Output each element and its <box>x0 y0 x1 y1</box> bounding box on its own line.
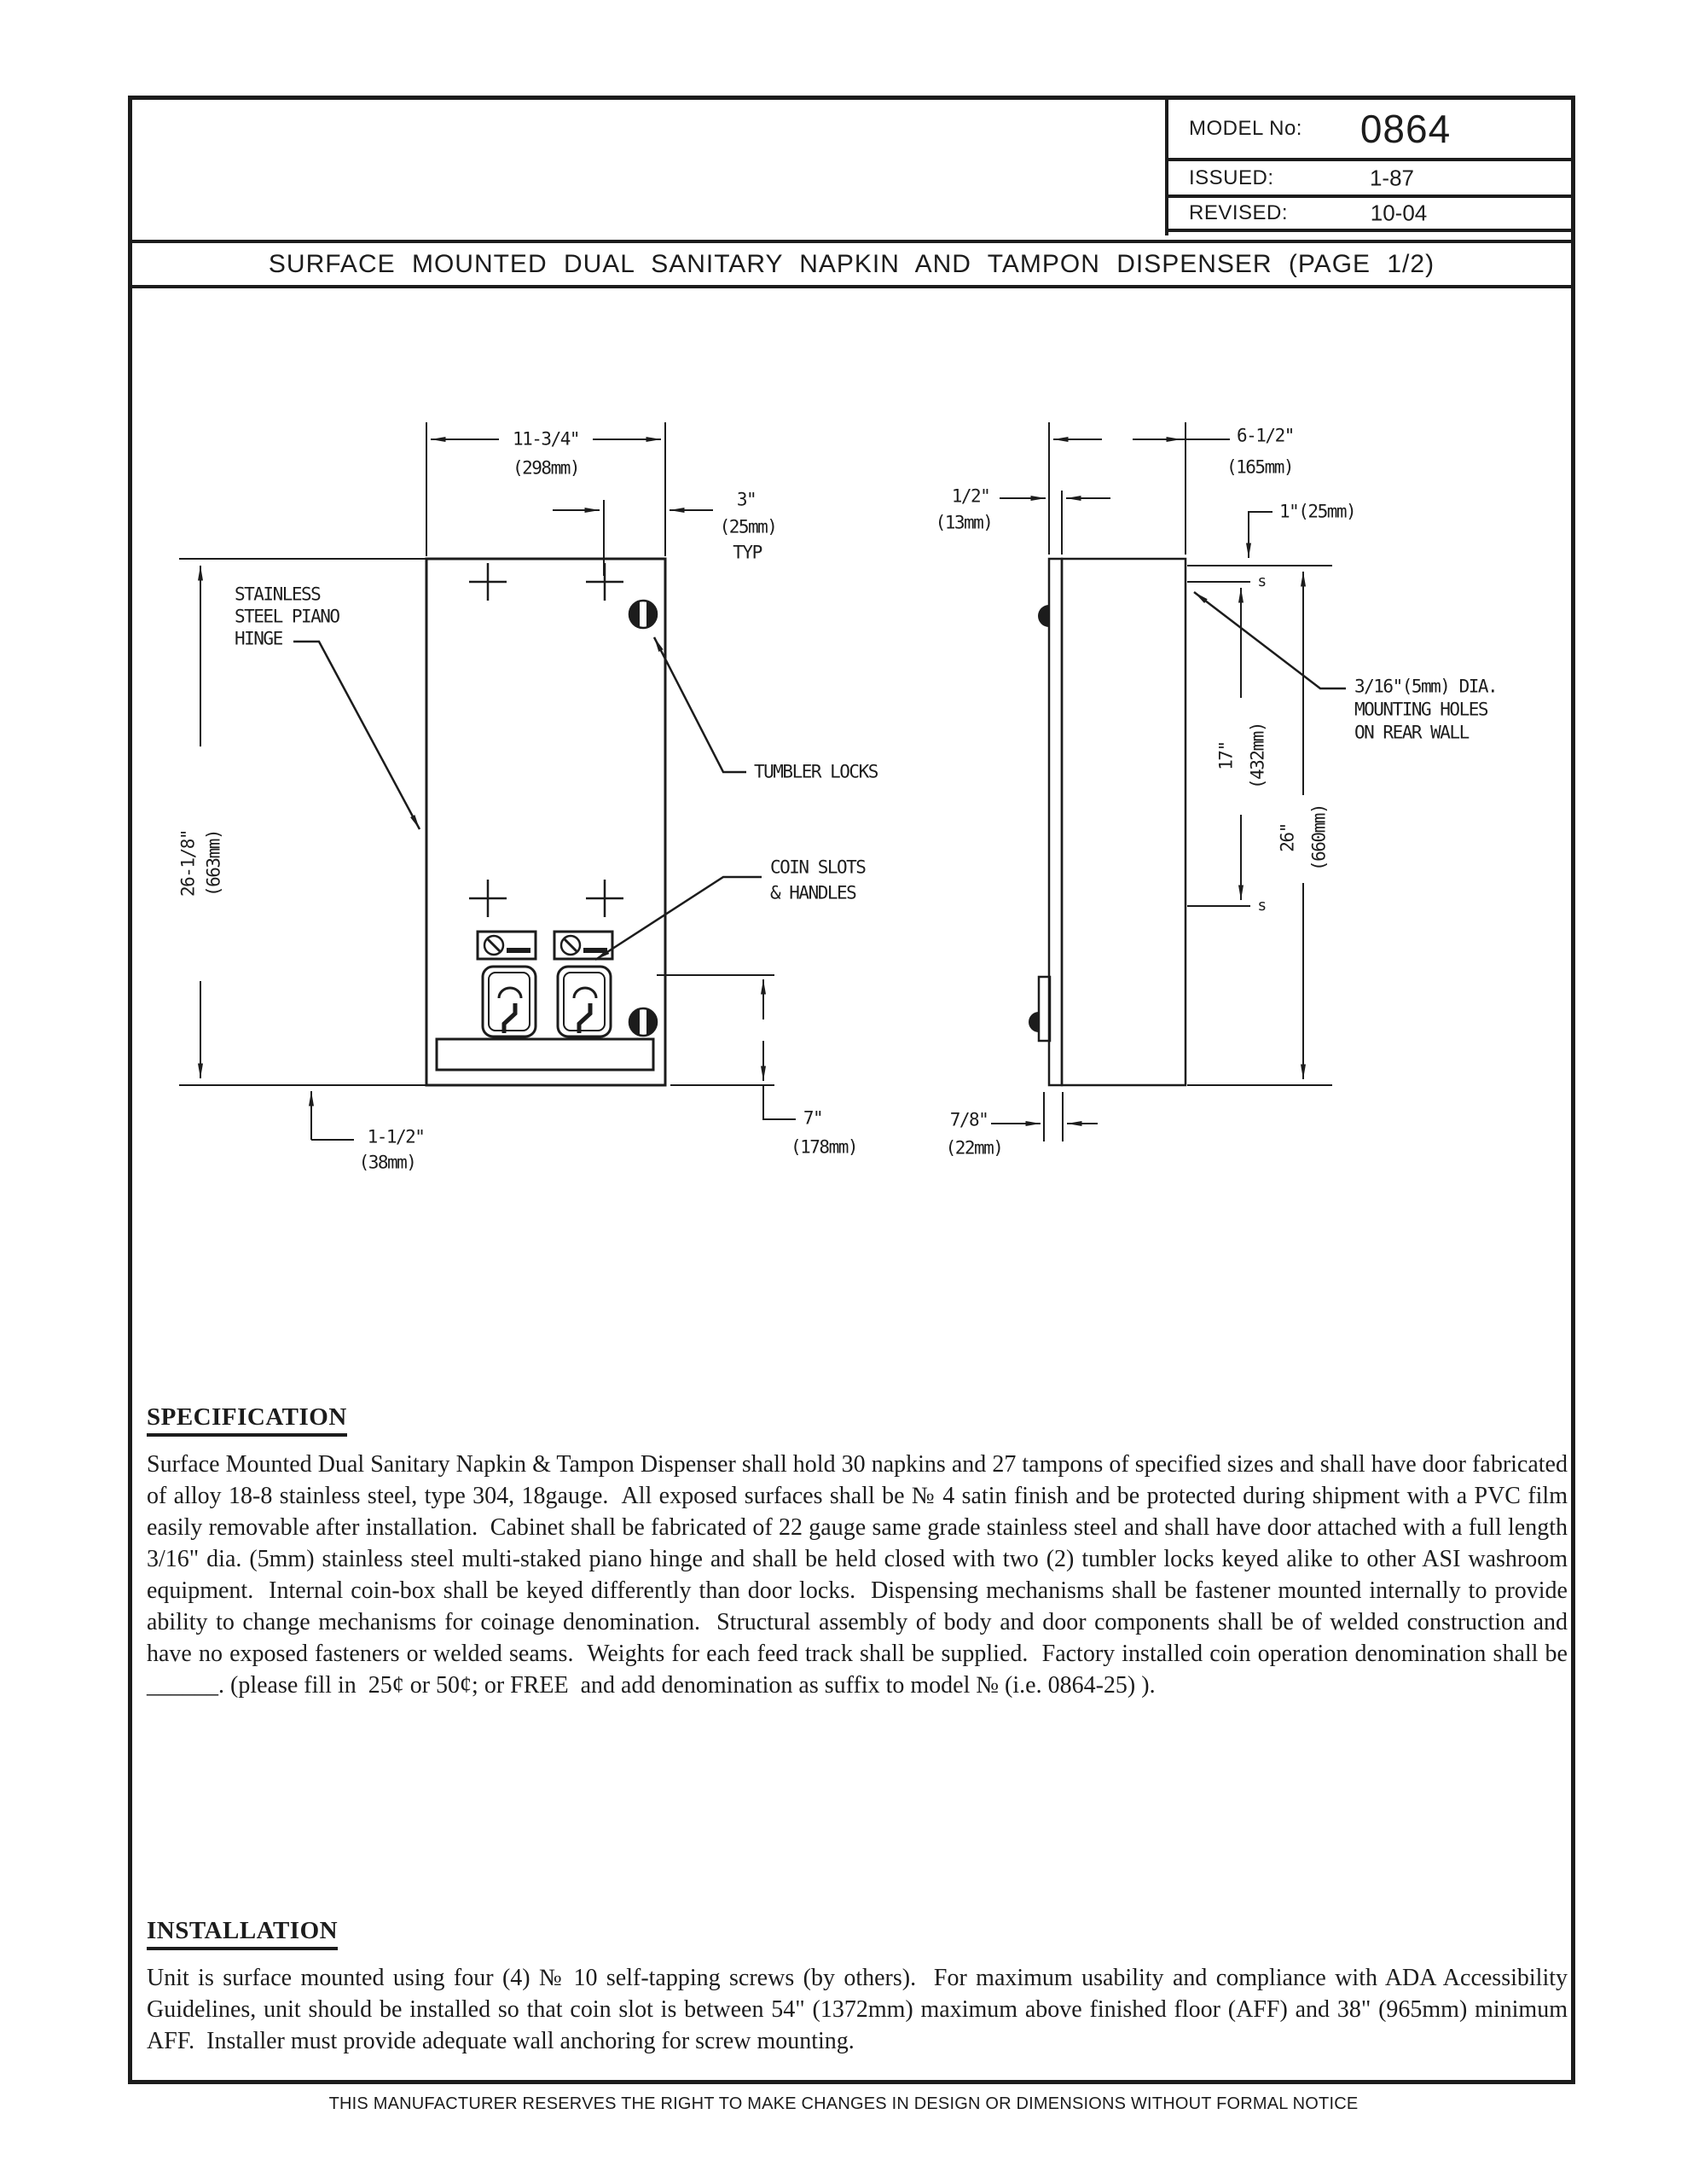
break-mark-bottom: s <box>1257 897 1266 915</box>
dim-side-depth-mm: (165mm) <box>1226 456 1294 478</box>
revised-value: 10-04 <box>1370 200 1428 226</box>
specification-heading: SPECIFICATION <box>147 1403 347 1437</box>
model-no-value: 0864 <box>1359 107 1452 151</box>
dim-side-top-offset: 1"(25mm) <box>1279 501 1356 522</box>
label-hinge-line1: STAINLESS <box>235 584 321 605</box>
dim-side-height-mm: (660mm) <box>1308 804 1330 872</box>
label-hinge-line2: STEEL PIANO <box>235 606 339 627</box>
page-title: SURFACE MOUNTED DUAL SANITARY NAPKIN AND TAMPON DISPENSER (PAGE 1/2) <box>268 249 1435 278</box>
label-coin-slots-line2: & HANDLES <box>770 882 856 903</box>
installation-body: Unit is surface mounted using four (4) № 10 self-tapping screws (by others). For maximum usability and compliance with ADA Accessibility Guidelines, unit should be installed so that coin slot is between 54" (1372mm) maximum above finished floor (AFF) and 38" (965mm) minimum AFF. Installer must provide adequate wall anchoring for screw mounting. <box>147 1965 1574 2054</box>
break-mark-top: s <box>1257 572 1266 590</box>
dim-side-holes-mm: (432mm) <box>1247 722 1268 790</box>
label-mounting-line1: 3/16"(5mm) DIA. <box>1354 676 1498 697</box>
issued-value: 1-87 <box>1369 165 1415 190</box>
label-mounting-line3: ON REAR WALL <box>1354 722 1469 743</box>
specification-section <box>147 1403 1574 1701</box>
issued-label: ISSUED: <box>1189 166 1274 189</box>
label-coin-slots-line1: COIN SLOTS <box>770 857 866 878</box>
dim-front-height-mm: (663mm) <box>203 829 224 897</box>
dim-front-offset-in: 3" <box>736 489 757 510</box>
dim-front-offset-typ: TYP <box>733 542 762 563</box>
installation-heading: INSTALLATION <box>147 1917 338 1950</box>
dim-side-door-mm: (13mm) <box>935 512 993 533</box>
dim-front-tray-in: 1-1/2" <box>367 1126 425 1147</box>
label-hinge-line3: HINGE <box>235 628 282 649</box>
dim-side-height-in: 26" <box>1277 823 1298 852</box>
model-no-label: MODEL No: <box>1189 117 1302 140</box>
dim-side-holes-in: 17" <box>1215 741 1237 770</box>
dim-front-height-in: 26-1/8" <box>177 829 199 897</box>
dim-front-offset-mm: (25mm) <box>719 516 777 537</box>
dim-side-bottom-in: 7/8" <box>949 1109 988 1130</box>
dim-front-width-mm: (298mm) <box>512 457 580 479</box>
dim-front-slot-mm: (178mm) <box>790 1136 858 1158</box>
dim-front-slot-in: 7" <box>803 1107 823 1129</box>
footer-notice: THIS MANUFACTURER RESERVES THE RIGHT TO MAKE CHANGES IN DESIGN OR DIMENSIONS WITHOUT FORMAL NOTICE <box>328 2094 1359 2113</box>
label-tumbler-locks: TUMBLER LOCKS <box>754 761 878 782</box>
specification-body: Surface Mounted Dual Sanitary Napkin & Tampon Dispenser shall hold 30 napkins and 27 tampons of specified sizes and shall have door fabricated of alloy 18-8 stainless steel, type 304, 18gauge. All exposed surfaces shall be № 4 satin finish and be protected during shipment with a PVC film easily removable after installation. Cabinet shall be fabricated of 22 gauge same grade stainless steel and shall have door attached with a full length 3/16" dia. (5mm) stainless steel multi-staked piano hinge and shall be held closed with two (2) tumbler locks keyed alike to other ASI washroom equipment. Internal coin-box shall be keyed differently than door locks. Dispensing mechanisms shall be fastener mounted internally to provide ability to change mechanisms for coinage denomination. Structural assembly of body and door components shall be of welded construction and have no exposed fasteners or welded seams. Weights for each feed track shall be supplied. Factory installed coin operation denomination shall be ______. (please fill in 25¢ or 50¢; or FREE and add denomination as suffix to model № (i.e. 0864-25) ). <box>147 1451 1574 1699</box>
revised-label: REVISED: <box>1189 201 1289 224</box>
installation-section <box>147 1917 1574 2057</box>
dim-side-bottom-mm: (22mm) <box>945 1137 1003 1159</box>
dim-front-width-in: 11-3/4" <box>512 428 580 450</box>
dim-front-tray-mm: (38mm) <box>358 1152 416 1173</box>
dim-side-door-in: 1/2" <box>951 485 990 507</box>
dim-side-depth-in: 6-1/2" <box>1237 425 1294 446</box>
label-mounting-line2: MOUNTING HOLES <box>1354 699 1488 720</box>
